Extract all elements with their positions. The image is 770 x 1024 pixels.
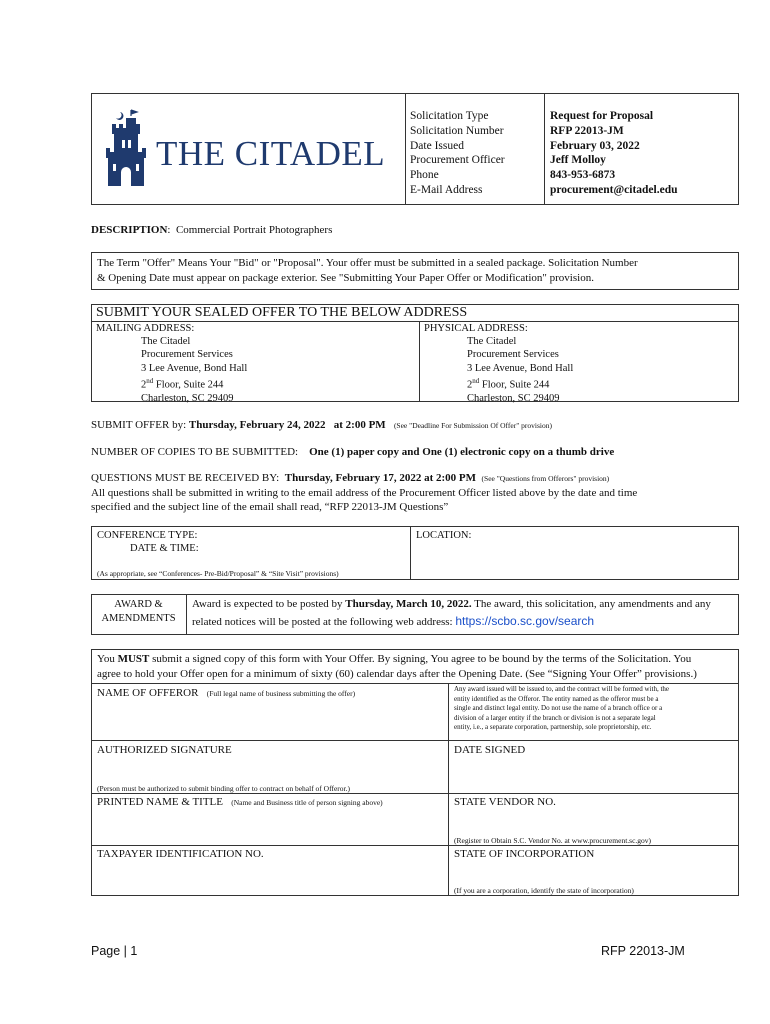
mailing-label: MAILING ADDRESS: — [96, 323, 195, 334]
value-phone: 843-953-6873 — [550, 169, 616, 182]
offer-note-line1: The Term "Offer" Means Your "Bid" or "Proposal". Your offer must be submitted in a sealed package. Solicitation Number — [97, 257, 638, 269]
value-procurement-officer: Jeff Molloy — [550, 154, 606, 167]
physical-dept: Procurement Services — [467, 349, 559, 361]
label-solicitation-type: Solicitation Type — [410, 110, 489, 122]
questions-label: QUESTIONS MUST BE RECEIVED BY: — [91, 472, 280, 484]
header-labels — [410, 109, 505, 198]
questions-date: Thursday, February 17, 2022 at 2:00 PM — [284, 472, 477, 484]
state-vendor-note: (Register to Obtain S.C. Vendor No. at www.procurement.sc.gov) — [454, 836, 652, 845]
conference-date-label: DATE & TIME: — [130, 543, 199, 554]
header-values — [550, 109, 678, 198]
offeror-name-field[interactable]: NAME OF OFFEROR (Full legal name of business submitting the offer) — [97, 687, 356, 699]
award-url-link[interactable]: https://scbo.sc.gov/search — [455, 613, 595, 628]
award-entity-note: Any award issued will be issued to, and the contract will be formed with, the entity identified as the Offeror. The entity named as the offeror must be a single and distinct legal entity. Do not use the name of a branch office or a division of a larger entity if the branch or division is not a separate legal entity, i.e., a separate corporation, partnership, sole proprietorship, etc. — [454, 685, 670, 732]
value-email[interactable]: procurement@citadel.edu — [550, 183, 678, 196]
physical-name: The Citadel — [467, 336, 517, 348]
authorized-signature-note: (Person must be authorized to submit binding offer to contract on behalf of Offeror.) — [97, 784, 350, 793]
physical-label: PHYSICAL ADDRESS: — [424, 323, 528, 334]
label-phone: Phone — [410, 169, 439, 182]
conference-fields — [97, 529, 199, 555]
label-procurement-officer: Procurement Officer — [410, 154, 505, 167]
questions-line3: specified and the subject line of the email shall read, “RFP 22013-JM Questions” — [91, 501, 449, 513]
mailing-street: 3 Lee Avenue, Bond Hall — [141, 362, 248, 374]
date-signed-field[interactable]: DATE SIGNED — [454, 744, 526, 756]
state-incorporation-field[interactable]: STATE OF INCORPORATION — [454, 848, 595, 860]
offer-note — [97, 256, 638, 285]
award-text: Award is expected to be posted by Thursday, March 10, 2022. The award, this solicitation, any amendments and any related notices will be posted at the following web address: https://scbo.sc.gov/search — [192, 598, 711, 628]
conference-type-label: CONFERENCE TYPE: — [97, 530, 198, 541]
value-solicitation-number: RFP 22013-JM — [550, 124, 624, 137]
conference-location-label: LOCATION: — [416, 530, 472, 541]
printed-name-field[interactable]: PRINTED NAME & TITLE (Name and Business title of person signing above) — [97, 796, 383, 808]
value-date-issued: February 03, 2022 — [550, 139, 640, 152]
mailing-dept: Procurement Services — [141, 349, 233, 361]
state-vendor-field[interactable]: STATE VENDOR NO. — [454, 796, 556, 808]
questions — [91, 471, 637, 515]
award-label: AWARD & AMENDMENTS — [101, 599, 176, 624]
citadel-logo — [104, 108, 394, 188]
submit-offer-note: (See "Deadline For Submission Of Offer" provision) — [393, 421, 552, 430]
mailing-address — [96, 322, 247, 405]
submit-offer-label: SUBMIT OFFER by: — [91, 419, 187, 431]
mailing-floor: 2nd Floor, Suite 244 — [141, 376, 224, 391]
label-email: E-Mail Address — [410, 183, 483, 196]
taxpayer-id-field[interactable]: TAXPAYER IDENTIFICATION NO. — [97, 848, 264, 860]
physical-address — [424, 322, 573, 405]
authorized-signature-field[interactable]: AUTHORIZED SIGNATURE — [97, 744, 232, 756]
description: DESCRIPTION: Commercial Portrait Photographers — [91, 224, 333, 236]
label-solicitation-number: Solicitation Number — [410, 124, 504, 137]
mailing-name: The Citadel — [141, 336, 191, 348]
copies — [91, 445, 614, 460]
questions-note: (See "Questions from Offerors" provision) — [481, 474, 610, 483]
physical-city: Charleston, SC 29409 — [467, 392, 560, 404]
castle-tower-icon — [104, 108, 148, 188]
page-number: Page | 1 — [91, 944, 138, 958]
physical-street: 3 Lee Avenue, Bond Hall — [467, 362, 574, 374]
logo-wordmark: THE CITADEL — [156, 134, 386, 173]
submit-offer-date: Thursday, February 24, 2022 at 2:00 PM — [188, 419, 386, 431]
address-title: SUBMIT YOUR SEALED OFFER TO THE BELOW ADDRESS — [96, 305, 468, 320]
description-text: Commercial Portrait Photographers — [175, 224, 333, 236]
value-solicitation-type: Request for Proposal — [550, 110, 654, 122]
conference-note: (As appropriate, see “Conferences- Pre-Bid/Proposal” & “Site Visit” provisions) — [97, 569, 339, 578]
copies-value: One (1) paper copy and One (1) electronic copy on a thumb drive — [309, 446, 615, 458]
footer-ref: RFP 22013-JM — [601, 944, 685, 958]
submit-offer — [91, 418, 552, 433]
state-incorporation-note: (If you are a corporation, identify the state of incorporation) — [454, 886, 634, 895]
description-label: DESCRIPTION — [91, 224, 168, 236]
mailing-city: Charleston, SC 29409 — [141, 392, 234, 404]
physical-floor: 2nd Floor, Suite 244 — [467, 376, 550, 391]
copies-label: NUMBER OF COPIES TO BE SUBMITTED: — [91, 446, 299, 458]
label-date-issued: Date Issued — [410, 139, 464, 152]
questions-line2: All questions shall be submitted in writing to the email address of the Procurement Officer listed above by the date and time — [91, 486, 638, 499]
signing-intro: You MUST submit a signed copy of this form with Your Offer. By signing, You agree to be bound by the terms of the Solicitation. You agree to hold your Offer open for a minimum of sixty (60) calendar days after the Opening Date. (See “Signing Your Offer” provisions.) — [97, 653, 697, 680]
offer-note-line2: & Opening Date must appear on package exterior. See "Submitting Your Paper Offer or Modification" provision. — [97, 271, 594, 284]
